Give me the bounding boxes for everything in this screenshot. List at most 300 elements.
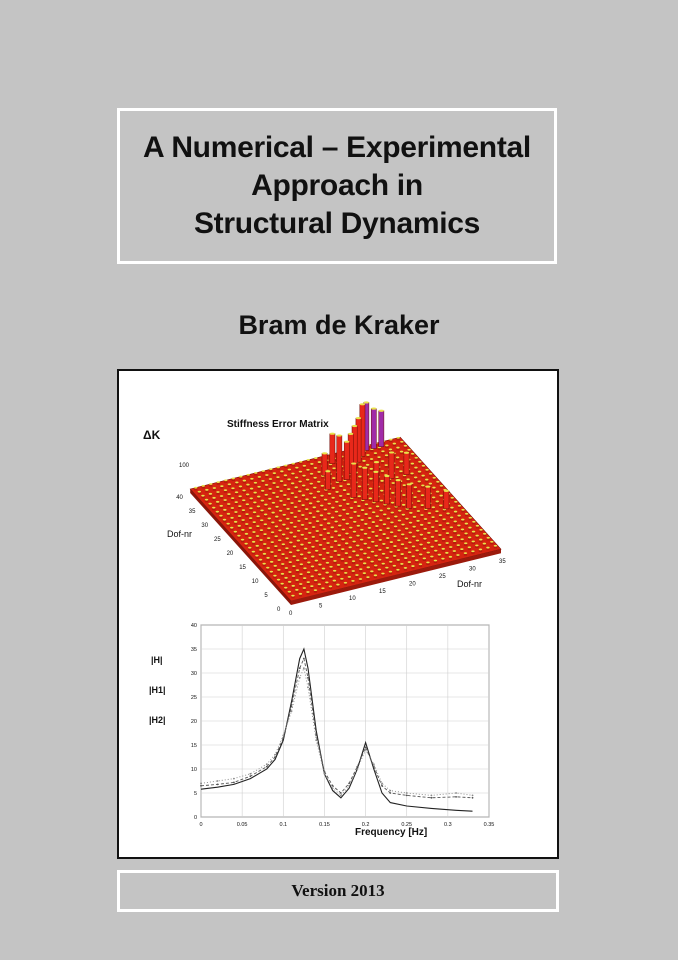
matrix-cell-cap	[432, 497, 435, 499]
matrix-cell-cap	[390, 541, 393, 543]
matrix-cell-cap	[423, 557, 426, 559]
matrix-cell-cap	[416, 520, 419, 522]
matrix-cell-cap	[400, 451, 403, 453]
matrix-cell-cap	[274, 535, 277, 537]
matrix-cell-cap	[267, 547, 270, 549]
matrix-cell-cap	[299, 583, 302, 585]
matrix-cell-cap	[234, 521, 237, 523]
matrix-cell-cap	[424, 528, 427, 530]
matrix-cell-cap	[419, 553, 422, 555]
y-tick-label: 15	[190, 743, 197, 749]
matrix-cell-cap	[220, 485, 223, 487]
matrix-spike-cap	[371, 408, 376, 410]
matrix-cell-cap	[296, 569, 299, 571]
matrix-cell-cap	[370, 570, 373, 572]
matrix-cell-cap	[284, 474, 287, 476]
left-axis-label: Dof-nr	[167, 529, 193, 539]
matrix-cell-cap	[300, 563, 303, 565]
matrix-cell-cap	[355, 564, 358, 566]
matrix-cell-cap	[288, 581, 291, 583]
matrix-cell-cap	[259, 549, 262, 551]
matrix-cell-cap	[288, 591, 291, 593]
matrix-cell-cap	[316, 501, 319, 503]
matrix-cell-cap	[361, 519, 364, 521]
matrix-cell-cap	[311, 556, 314, 558]
matrix-cell-cap	[245, 533, 248, 535]
matrix-cell-cap	[442, 528, 445, 530]
matrix-cell-cap	[287, 488, 290, 490]
matrix-cell-cap	[201, 495, 204, 497]
matrix-cell-cap	[349, 546, 352, 548]
matrix-cell-cap	[391, 482, 394, 484]
matrix-cell-cap	[313, 506, 316, 508]
matrix-cell-cap	[299, 593, 302, 595]
matrix-spike-cap	[425, 486, 430, 488]
matrix-cell-cap	[334, 521, 337, 523]
matrix-cell-cap	[360, 529, 363, 531]
matrix-cell-cap	[381, 573, 384, 575]
data-point	[282, 735, 284, 737]
x-tick-label: 0.35	[483, 822, 495, 828]
matrix-cell-cap	[265, 474, 268, 476]
matrix-cell-cap	[271, 522, 274, 524]
matrix-cell-cap	[372, 511, 375, 513]
matrix-cell-cap	[479, 549, 482, 551]
right-axis-tick: 35	[499, 559, 506, 566]
matrix-cell-cap	[461, 529, 464, 531]
matrix-cell-cap	[330, 536, 333, 538]
matrix-cell-cap	[318, 564, 321, 566]
matrix-cell-cap	[275, 526, 278, 528]
matrix-cell-cap	[277, 466, 280, 468]
matrix-cell-cap	[231, 497, 234, 499]
matrix-cell-cap	[411, 453, 414, 455]
matrix-cell-cap	[209, 493, 212, 495]
matrix-cell-cap	[367, 566, 370, 568]
matrix-cell-cap	[232, 478, 235, 480]
matrix-cell-cap	[346, 503, 349, 505]
matrix-cell-cap	[332, 467, 335, 469]
matrix-cell-cap	[358, 485, 361, 487]
data-point	[217, 783, 219, 785]
matrix-cell-cap	[445, 542, 448, 544]
matrix-cell-cap	[263, 533, 266, 535]
matrix-cell-cap	[310, 575, 313, 577]
matrix-cell-cap	[399, 470, 402, 472]
data-point	[249, 775, 251, 777]
matrix-cell-cap	[449, 546, 452, 548]
matrix-cell-cap	[385, 445, 388, 447]
matrix-cell-cap	[238, 515, 241, 517]
matrix-cell-cap	[425, 479, 428, 481]
matrix-cell-cap	[396, 457, 399, 459]
matrix-cell-cap	[446, 513, 449, 515]
matrix-cell-cap	[420, 524, 423, 526]
x-tick-label: 0.05	[236, 822, 248, 828]
data-point	[472, 797, 474, 799]
matrix-cell-cap	[334, 530, 337, 532]
matrix-cell-cap	[344, 562, 347, 564]
matrix-cell-cap	[413, 496, 416, 498]
matrix-cell-cap	[250, 488, 253, 490]
matrix-cell-cap	[321, 485, 324, 487]
matrix-cell-cap	[364, 533, 367, 535]
matrix-cell-cap	[442, 548, 445, 550]
matrix-cell-cap	[307, 459, 310, 461]
matrix-cell-cap	[216, 501, 219, 503]
matrix-cell-cap	[468, 527, 471, 529]
matrix-cell-cap	[350, 507, 353, 509]
matrix-cell-cap	[288, 571, 291, 573]
matrix-cell-cap	[329, 566, 332, 568]
matrix-cell-cap	[352, 541, 355, 543]
matrix-cell-cap	[315, 540, 318, 542]
matrix-cell-cap	[494, 545, 497, 547]
matrix-cell-cap	[383, 523, 386, 525]
matrix-cell-cap	[303, 577, 306, 579]
matrix-cell-cap	[205, 499, 208, 501]
matrix-cell-cap	[241, 529, 244, 531]
matrix-cell-cap	[371, 551, 374, 553]
matrix-cell-cap	[275, 516, 278, 518]
matrix-cell-cap	[409, 532, 412, 534]
matrix-cell-cap	[337, 564, 340, 566]
matrix-cell-cap	[270, 551, 273, 553]
matrix-cell-cap	[402, 514, 405, 516]
matrix-cell-cap	[256, 515, 259, 517]
matrix-cell-cap	[358, 466, 361, 468]
matrix-cell-cap	[220, 505, 223, 507]
matrix-cell-cap	[257, 496, 260, 498]
matrix-cell-cap	[382, 553, 385, 555]
data-point	[266, 763, 268, 765]
matrix-spike	[373, 472, 378, 502]
matrix-cell-cap	[227, 513, 230, 515]
matrix-cell-cap	[293, 526, 296, 528]
data-point	[455, 796, 457, 798]
matrix-cell-cap	[343, 499, 346, 501]
matrix-cell-cap	[242, 490, 245, 492]
y-tick-label: 30	[190, 671, 197, 677]
matrix-cell-cap	[375, 535, 378, 537]
matrix-cell-cap	[412, 536, 415, 538]
matrix-spike	[444, 491, 449, 509]
matrix-cell-cap	[393, 545, 396, 547]
matrix-cell-cap	[397, 529, 400, 531]
matrix-cell-cap	[316, 510, 319, 512]
matrix-cell-cap	[376, 515, 379, 517]
matrix-spike	[351, 464, 356, 498]
matrix-cell-cap	[312, 536, 315, 538]
matrix-cell-cap	[404, 547, 407, 549]
matrix-cell-cap	[333, 570, 336, 572]
matrix-cell-cap	[430, 556, 433, 558]
matrix-cell-cap	[209, 483, 212, 485]
matrix-cell-cap	[271, 512, 274, 514]
matrix-spike-cap	[404, 452, 409, 454]
matrix-cell-cap	[368, 527, 371, 529]
matrix-cell-cap	[415, 559, 418, 561]
data-point	[291, 711, 293, 713]
matrix-cell-cap	[249, 507, 252, 509]
matrix-cell-cap	[278, 530, 281, 532]
matrix-cell-cap	[278, 539, 281, 541]
matrix-cell-cap	[261, 500, 264, 502]
matrix-spike	[384, 476, 389, 504]
matrix-cell-cap	[294, 516, 297, 518]
data-point	[324, 773, 326, 775]
matrix-cell-cap	[356, 535, 359, 537]
matrix-cell-cap	[298, 500, 301, 502]
matrix-cell-cap	[282, 524, 285, 526]
matrix-cell-cap	[483, 533, 486, 535]
matrix-cell-cap	[303, 465, 306, 467]
matrix-cell-cap	[317, 471, 320, 473]
matrix-cell-cap	[237, 535, 240, 537]
matrix-spike-cap	[351, 462, 356, 464]
matrix-cell-cap	[283, 484, 286, 486]
matrix-cell-cap	[248, 537, 251, 539]
matrix-spike-cap	[389, 451, 394, 453]
matrix-cell-cap	[375, 545, 378, 547]
matrix-cell-cap	[422, 465, 425, 467]
matrix-cell-cap	[367, 547, 370, 549]
matrix-cell-cap	[253, 521, 256, 523]
matrix-cell-cap	[295, 579, 298, 581]
matrix-cell-cap	[242, 499, 245, 501]
matrix-cell-cap	[385, 454, 388, 456]
matrix-cell-cap	[425, 469, 428, 471]
matrix-cell-cap	[331, 497, 334, 499]
matrix-cell-cap	[439, 505, 442, 507]
x-tick-labels	[199, 822, 494, 828]
right-axis-tick: 0	[289, 611, 293, 617]
matrix-cell-cap	[369, 488, 372, 490]
y-tick-label: 20	[190, 719, 197, 725]
matrix-cell-cap	[405, 518, 408, 520]
left-axis-tick: 30	[201, 523, 209, 529]
matrix-cell-cap	[325, 582, 328, 584]
matrix-cell-cap	[342, 519, 345, 521]
figure-panel	[117, 369, 559, 859]
matrix-cell-cap	[314, 579, 317, 581]
data-point	[315, 735, 317, 737]
matrix-cell-cap	[319, 554, 322, 556]
matrix-cell-cap	[483, 543, 486, 545]
matrix-spike-cap	[352, 425, 357, 427]
matrix-spike	[337, 436, 342, 482]
stiffness-plot-title: Stiffness Error Matrix	[227, 419, 329, 430]
matrix-cell-cap	[359, 558, 362, 560]
matrix-cell-cap	[469, 517, 472, 519]
x-tick-label: 0	[199, 822, 203, 828]
matrix-cell-cap	[395, 476, 398, 478]
data-point	[389, 790, 391, 792]
matrix-cell-cap	[300, 544, 303, 546]
matrix-cell-cap	[310, 463, 313, 465]
matrix-cell-cap	[374, 555, 377, 557]
matrix-cell-cap	[223, 499, 226, 501]
matrix-spike-cap	[344, 441, 349, 443]
matrix-cell-cap	[304, 558, 307, 560]
matrix-cell-cap	[271, 531, 274, 533]
right-axis-label: Dof-nr	[457, 579, 483, 589]
matrix-cell-cap	[390, 521, 393, 523]
matrix-cell-cap	[468, 546, 471, 548]
matrix-cell-cap	[361, 509, 364, 511]
matrix-cell-cap	[337, 544, 340, 546]
matrix-cell-cap	[371, 531, 374, 533]
data-point	[406, 792, 408, 794]
matrix-cell-cap	[280, 480, 283, 482]
author-name: Bram de Kraker	[238, 310, 440, 340]
matrix-cell-cap	[461, 519, 464, 521]
matrix-cell-cap	[430, 546, 433, 548]
matrix-cell-cap	[294, 496, 297, 498]
matrix-cell-cap	[307, 581, 310, 583]
matrix-cell-cap	[309, 502, 312, 504]
matrix-cell-cap	[317, 491, 320, 493]
matrix-cell-cap	[226, 523, 229, 525]
matrix-cell-cap	[310, 473, 313, 475]
matrix-cell-cap	[198, 491, 201, 493]
matrix-cell-cap	[387, 517, 390, 519]
matrix-cell-cap	[357, 515, 360, 517]
matrix-cell-cap	[400, 461, 403, 463]
title-line-3: Structural Dynamics	[193, 207, 481, 240]
matrix-cell-cap	[275, 506, 278, 508]
matrix-cell-cap	[307, 552, 310, 554]
matrix-cell-cap	[357, 525, 360, 527]
matrix-cell-cap	[283, 504, 286, 506]
data-point	[365, 749, 367, 751]
matrix-cell-cap	[269, 468, 272, 470]
matrix-cell-cap	[305, 498, 308, 500]
matrix-cell-cap	[223, 519, 226, 521]
matrix-cell-cap	[421, 475, 424, 477]
data-point	[307, 677, 309, 679]
matrix-cell-cap	[239, 486, 242, 488]
matrix-cell-cap	[234, 531, 237, 533]
matrix-cell-cap	[371, 541, 374, 543]
matrix-cell-cap	[429, 473, 432, 475]
matrix-cell-cap	[314, 457, 317, 459]
matrix-cell-cap	[268, 508, 271, 510]
matrix-cell-cap	[302, 475, 305, 477]
matrix-cell-cap	[287, 498, 290, 500]
matrix-cell-cap	[254, 482, 257, 484]
matrix-spike-cap	[360, 403, 365, 405]
matrix-cell-cap	[348, 566, 351, 568]
matrix-cell-cap	[358, 495, 361, 497]
y-tick-label: 35	[190, 647, 197, 653]
data-point	[381, 785, 383, 787]
matrix-cell-cap	[264, 523, 267, 525]
matrix-cell-cap	[278, 549, 281, 551]
matrix-cell-cap	[309, 512, 312, 514]
matrix-cell-cap	[397, 549, 400, 551]
matrix-cell-cap	[304, 538, 307, 540]
matrix-cell-cap	[355, 574, 358, 576]
matrix-cell-cap	[434, 550, 437, 552]
matrix-cell-cap	[295, 589, 298, 591]
matrix-spike-cap	[384, 475, 389, 477]
matrix-cell-cap	[365, 503, 368, 505]
data-point	[266, 766, 268, 768]
matrix-cell-cap	[291, 482, 294, 484]
matrix-cell-cap	[404, 557, 407, 559]
data-point	[233, 778, 235, 780]
matrix-cell-cap	[420, 534, 423, 536]
matrix-cell-cap	[249, 517, 252, 519]
matrix-cell-cap	[286, 508, 289, 510]
matrix-cell-cap	[308, 522, 311, 524]
matrix-cell-cap	[334, 540, 337, 542]
matrix-cell-cap	[344, 582, 347, 584]
matrix-cell-cap	[212, 507, 215, 509]
matrix-cell-cap	[331, 507, 334, 509]
matrix-cell-cap	[335, 501, 338, 503]
matrix-cell-cap	[326, 542, 329, 544]
matrix-cell-cap	[334, 550, 337, 552]
matrix-cell-cap	[223, 509, 226, 511]
matrix-cell-cap	[386, 547, 389, 549]
matrix-cell-cap	[403, 484, 406, 486]
matrix-cell-cap	[438, 534, 441, 536]
matrix-cell-cap	[304, 528, 307, 530]
matrix-cell-cap	[458, 505, 461, 507]
matrix-cell-cap	[431, 516, 434, 518]
matrix-cell-cap	[414, 477, 417, 479]
matrix-cell-cap	[454, 521, 457, 523]
matrix-cell-cap	[274, 565, 277, 567]
matrix-cell-cap	[421, 494, 424, 496]
matrix-cell-cap	[439, 514, 442, 516]
matrix-cell-cap	[379, 509, 382, 511]
matrix-cell-cap	[263, 543, 266, 545]
matrix-cell-cap	[360, 549, 363, 551]
matrix-spike-cap	[322, 452, 327, 454]
matrix-cell-cap	[464, 552, 467, 554]
matrix-cell-cap	[401, 533, 404, 535]
matrix-spike-cap	[362, 467, 367, 469]
matrix-cell-cap	[290, 502, 293, 504]
matrix-cell-cap	[285, 567, 288, 569]
data-point	[299, 667, 301, 669]
matrix-cell-cap	[367, 557, 370, 559]
matrix-cell-cap	[247, 474, 250, 476]
matrix-cell-cap	[241, 519, 244, 521]
matrix-cell-cap	[460, 538, 463, 540]
matrix-cell-cap	[465, 513, 468, 515]
matrix-cell-cap	[202, 485, 205, 487]
matrix-cell-cap	[457, 534, 460, 536]
matrix-cell-cap	[464, 542, 467, 544]
matrix-cell-cap	[315, 560, 318, 562]
matrix-cell-cap	[320, 514, 323, 516]
y-tick-label: 40	[190, 623, 197, 629]
matrix-cell-cap	[252, 541, 255, 543]
matrix-cell-cap	[297, 530, 300, 532]
matrix-cell-cap	[411, 463, 414, 465]
matrix-cell-cap	[231, 507, 234, 509]
matrix-cell-cap	[472, 531, 475, 533]
matrix-cell-cap	[412, 555, 415, 557]
matrix-cell-cap	[351, 580, 354, 582]
matrix-cell-cap	[387, 508, 390, 510]
matrix-cell-cap	[419, 544, 422, 546]
matrix-cell-cap	[260, 510, 263, 512]
